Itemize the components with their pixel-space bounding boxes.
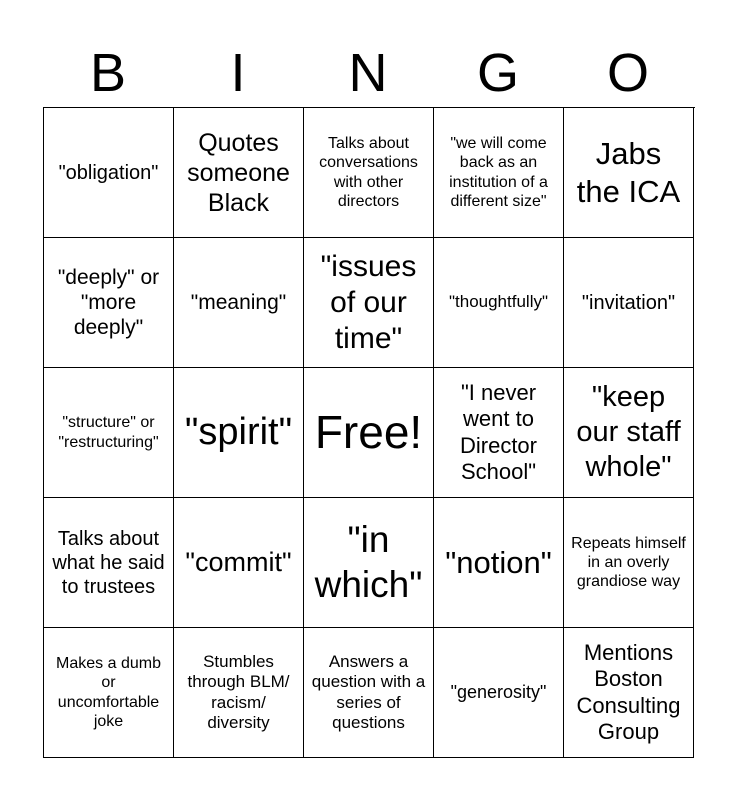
bingo-cell-text: "I never went to Director School" <box>459 379 537 484</box>
bingo-cell[interactable] <box>434 498 564 628</box>
bingo-cell-text: Mentions Boston Consulting Group <box>576 639 681 744</box>
bingo-board <box>43 107 695 758</box>
bingo-cell-text: "spirit" <box>184 410 293 453</box>
bingo-cell-text: Talks about what he said to trustees <box>52 527 165 598</box>
bingo-cell-text: Free! <box>314 405 423 458</box>
bingo-cell[interactable] <box>564 238 694 368</box>
bingo-cell-text: "meaning" <box>190 290 287 314</box>
bingo-cell[interactable] <box>44 498 174 628</box>
bingo-cell[interactable] <box>564 368 694 498</box>
bingo-cell-text: "notion" <box>445 544 552 580</box>
bingo-cell[interactable] <box>174 628 304 758</box>
bingo-cell-text: "obligation" <box>58 161 159 184</box>
bingo-cell[interactable] <box>434 628 564 758</box>
bingo-cell[interactable] <box>304 238 434 368</box>
bingo-cell-text: Makes a dumb or uncomfortable joke <box>56 655 161 730</box>
bingo-cell-text: Stumbles through BLM/ racism/ diversity <box>187 651 290 732</box>
bingo-cell[interactable] <box>564 108 694 238</box>
bingo-cell-text: "generosity" <box>450 681 547 702</box>
bingo-cell-text: "issues of our time" <box>320 249 417 355</box>
bingo-cell[interactable] <box>434 238 564 368</box>
bingo-cell-text: Quotes someone Black <box>187 128 290 217</box>
bingo-cell-text: Talks about conversations with other directors <box>319 135 418 210</box>
bingo-cell-text: "in which" <box>314 519 423 605</box>
bingo-cell[interactable] <box>44 368 174 498</box>
bingo-cell-text: Jabs the ICA <box>576 136 681 209</box>
header-letter-b: B <box>89 43 127 103</box>
bingo-cell-text: Repeats himself in an overly grandiose way <box>571 534 686 591</box>
bingo-cell[interactable] <box>434 108 564 238</box>
bingo-cell-text: "commit" <box>185 547 292 578</box>
bingo-cell[interactable] <box>304 368 434 498</box>
bingo-cell[interactable] <box>564 628 694 758</box>
bingo-cell[interactable] <box>44 108 174 238</box>
bingo-header <box>43 40 693 106</box>
header-letter-g: G <box>476 43 519 103</box>
bingo-cell[interactable] <box>304 498 434 628</box>
header-letter-n: N <box>348 43 388 103</box>
bingo-cell[interactable] <box>174 368 304 498</box>
bingo-cell-text: "deeply" or "more deeply" <box>57 265 160 340</box>
bingo-cell[interactable] <box>174 238 304 368</box>
bingo-cell[interactable] <box>174 108 304 238</box>
bingo-cell-text: "invitation" <box>581 291 676 314</box>
bingo-cell-text: "thoughtfully" <box>448 292 549 312</box>
bingo-cell[interactable] <box>44 238 174 368</box>
bingo-cell[interactable] <box>304 108 434 238</box>
bingo-cell[interactable] <box>564 498 694 628</box>
bingo-cell[interactable] <box>434 368 564 498</box>
bingo-cell-text: Answers a question with a series of questions <box>311 651 426 732</box>
bingo-cell[interactable] <box>304 628 434 758</box>
bingo-cell[interactable] <box>174 498 304 628</box>
bingo-cell-text: "keep our staff whole" <box>576 381 681 483</box>
header-letter-o: O <box>606 43 649 103</box>
bingo-cell[interactable] <box>44 628 174 758</box>
bingo-cell-text: "structure" or "restructuring" <box>58 414 159 451</box>
header-letter-i: I <box>230 43 246 103</box>
bingo-cell-text: "we will come back as an institution of a different size" <box>449 135 548 210</box>
